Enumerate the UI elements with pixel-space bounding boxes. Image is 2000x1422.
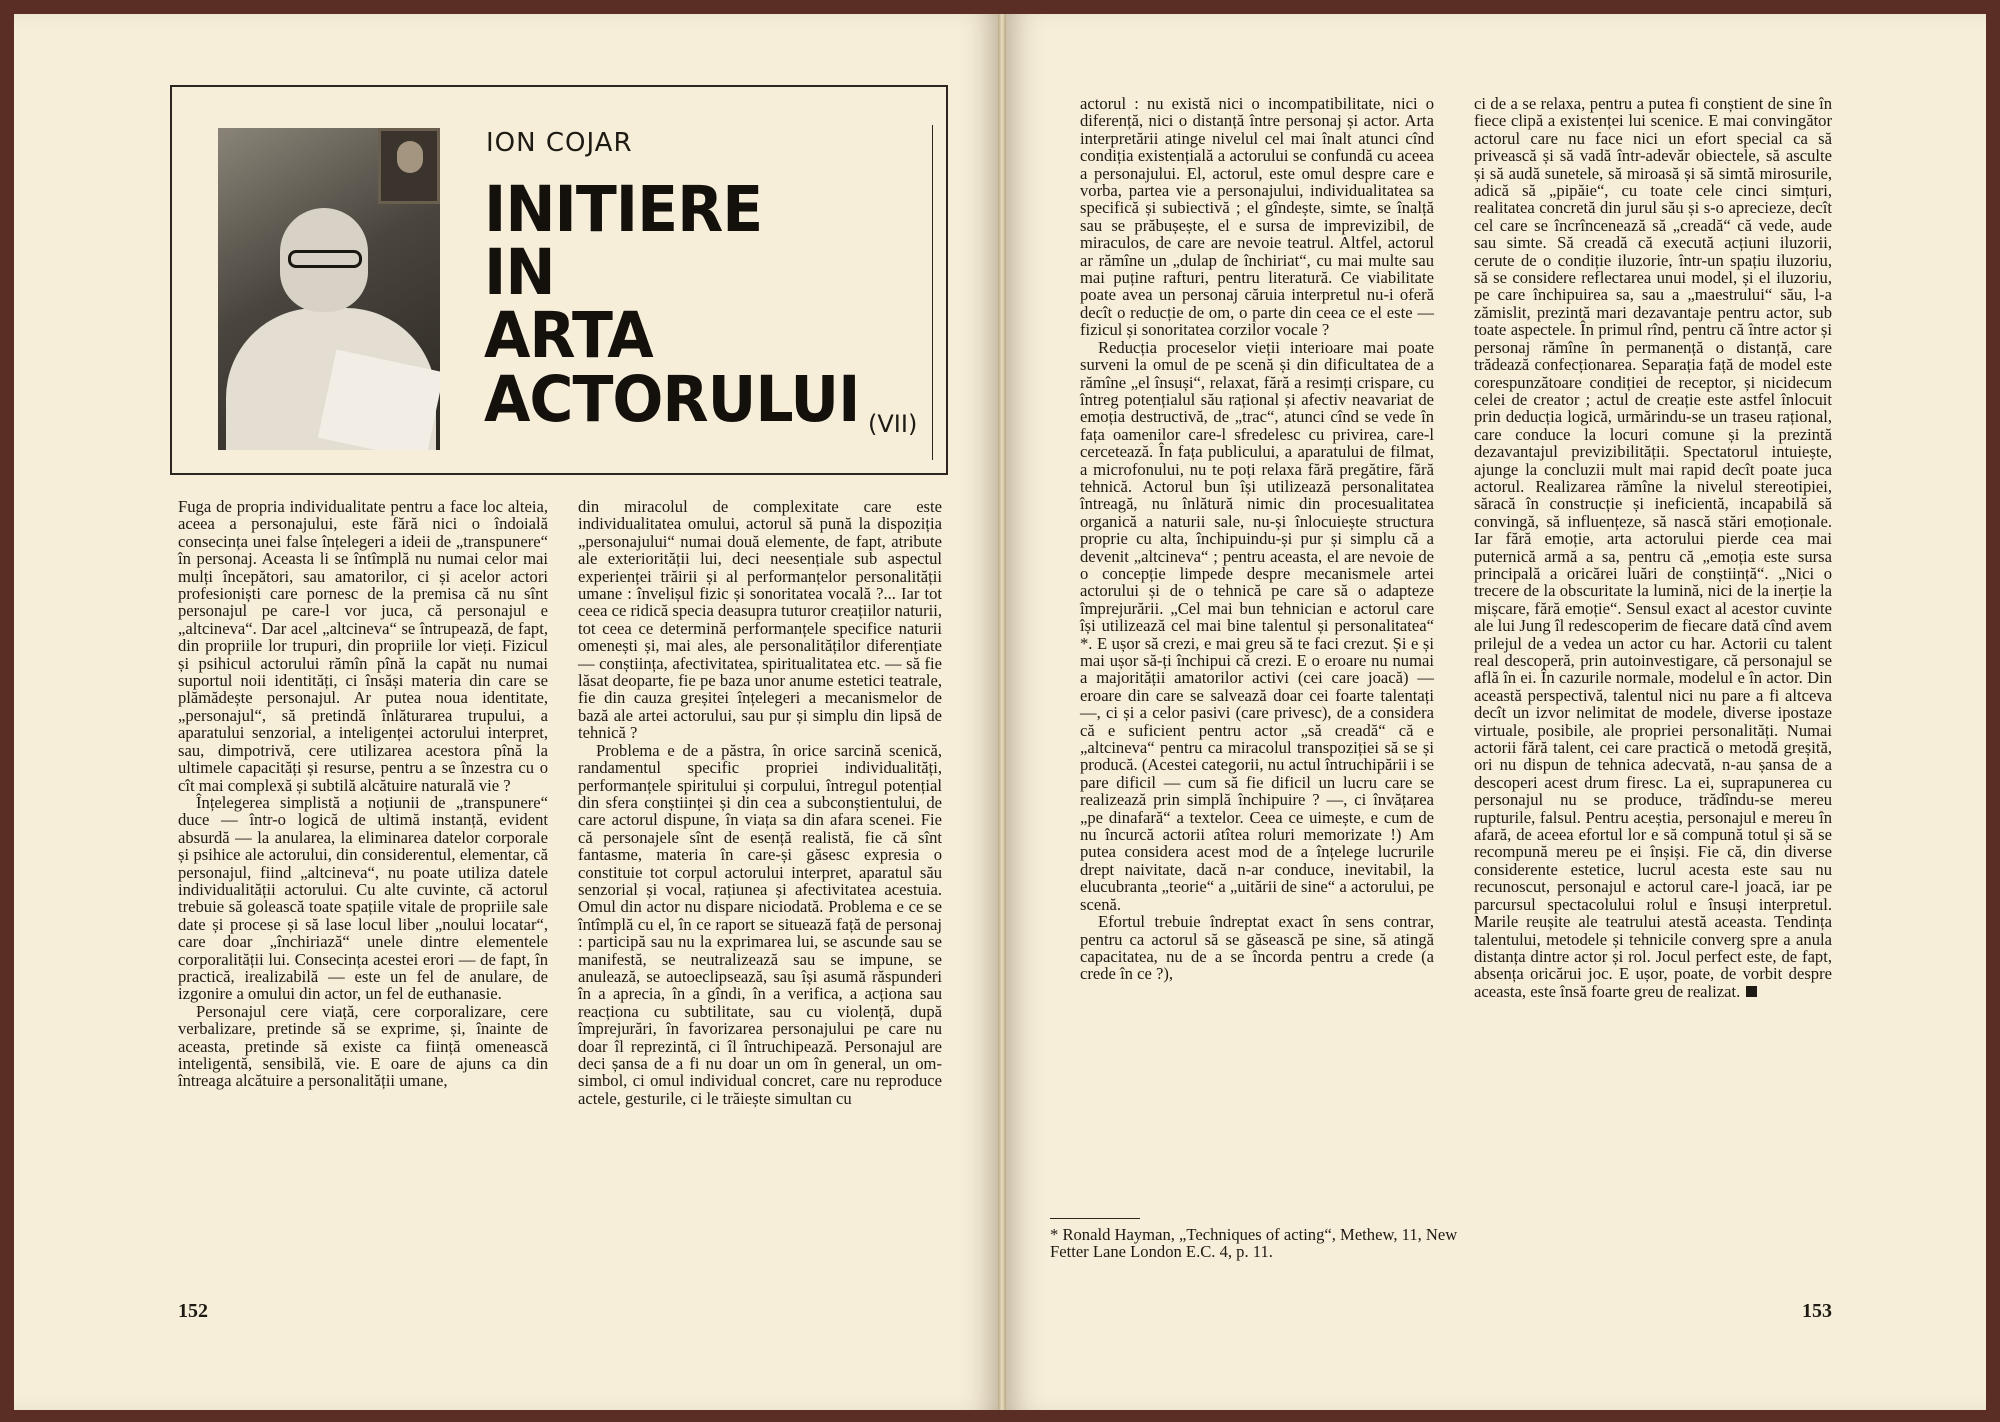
right-column-1: [1080, 95, 1434, 983]
article-title-line-1: INITIERE: [484, 173, 763, 247]
article-title-line-2: IN: [484, 236, 555, 310]
paragraph: Fuga de propria individualitate pentru a face loc alteia, aceea a personajului, este fără nici o îndoială consecința unei false înțelegeri a ideii de „transpunere“ în personaj. Aceasta li se întîmplă nu numai celor mai mulți începători, sau amatorilor, ci și acelor actori profesioniști care pornesc de la premisa că nu sînt personajul pe care-l vor juca, că personajul e „altcineva“. Dar acel „altcineva“ se întrupează, de fapt, din propriile lor trupuri, din propriile lor vieți. Fizicul și psihicul actorului rămîn pînă la capăt nu numai suportul noii identități, ci însăși materia din care se plămădește personajul. Ar putea noua identitate, „personajul“, să pretindă înlăturarea trupului, a aparatului senzorial, a inteligenței actorului interpret, sau, dimpotrivă, cere utilizarea acestora pînă la ultimele capacități și resurse, pentru a se înzestra cu o cît mai complexă și subtilă alcătuire naturală vie ?: [178, 497, 548, 795]
article-author: ION COJAR: [486, 128, 633, 158]
paragraph: Personajul cere viață, cere corporalizare, cere verbalizare, pretinde să se exprime, și, înainte de aceasta, pretinde să existe ca ființă omenească inteligentă, sensibilă, vie. E oare de ajuns ca din întreaga alcătuire a personalității umane,: [178, 1001, 548, 1091]
footnote-rule: [1050, 1218, 1140, 1219]
paragraph: Efortul trebuie îndreptat exact în sens contrar, pentru ca actorul să se găsească pe sine, să atingă capacitatea, nu de a se încorda pentru a crede (a crede în ce ?),: [1080, 912, 1434, 984]
page-number-right: 153: [1802, 1300, 1832, 1322]
article-title-line-3: ARTA: [484, 299, 653, 373]
header-divider: [932, 125, 933, 460]
wall-portrait-image: [378, 128, 440, 204]
article-part-number: (VII): [868, 410, 918, 438]
paragraph: Înțelegerea simplistă a noțiunii de „transpunere“ duce — într-o logică de ultimă instanță, evident absurdă — la anularea, la eliminarea datelor corporale și psihice ale actorului, din considerentul, elementar, că personajul, fiind „altcineva“, nu poate utiliza datele individualității actorului. Cu alte cuvinte, că actorul trebuie să golească toate spațiile vitale de propriile sale date și procese și să lase locul liber „noului locatar“, care doar „închiriază“ unele dintre elementele corporalității lui. Consecința acestei erori — de fapt, în practică, irealizabilă — este un fel de anulare, de izgonire a omului din actor, un fel de euthanasie.: [178, 792, 548, 1004]
page-number-left: 152: [178, 1300, 208, 1322]
book-gutter: [998, 14, 1006, 1410]
paragraph: Problema e de a păstra, în orice sarcină scenică, randamentul specific propriei individualități, performanțele spiritului și corpului, întregul potențial din sfera conștiinței și din cea a subconștientului, de care actorul dispune, în viața sa din afara scenei. Fie că personajele sînt de esență realistă, fie că sînt fantasme, materia în care-și găsesc expresia o constituie tot corpul actorului interpret, aparatul său senzorial și vocal, rațiunea și afectivitatea acestuia. Omul din actor nu dispare niciodată. Problema e ce se întîmplă cu el, în ce raport se situează față de personaj : participă sau nu la exprimarea lui, se ascunde sau se manifestă, se neutralizează sau se impune, se anulează, se autoeclipsează, sau își asumă răspunderi în a aprecia, în a gîndi, în a verifica, a acționa sau reacționa cu subtilitate, sau cu violență, după împrejurări, în favorizarea personajului pe care nu doar îl reprezintă, ci îl întruchipează. Personajul are deci șansa de a fi nu doar un om în general, un om-simbol, ci omul individual concret, care nu reproduce actele, gesturile, ci le trăiește simultan cu: [578, 740, 942, 1108]
paragraph: actorul : nu există nici o incompatibilitate, nici o diferență, nici o distanță între personaj și actor. Arta interpretării atinge nivelul cel mai înalt atunci cînd condiția existențială a actorului se confundă cu aceea a personajului. El, actorul, este omul despre care e vorba, partea vie a personajului, individualitatea sa specifică și subiectivă ; el gîndește, simte, se înalță sau se prăbușește, el e sursa de imprevizibil, de miraculos, de care are nevoie teatrul. Altfel, actorul ar rămîne un „dulap de închiriat“, cu mai multe sau mai puține rafturi, pentru literatură. Ce viabilitate poate avea un personaj căruia interpretul nu-i oferă decît o reducție de om, o parte din ceea ce el este — fizicul și sonoritatea corzilor vocale ?: [1080, 94, 1434, 340]
paragraph: ci de a se relaxa, pentru a putea fi conștient de sine în fiece clipă a existenței lui scenice. E mai convingător actorul care nu face nici un efort special ca să privească și să vadă într-adevăr obiectele, să asculte și să audă sunetele, să miroasă și să simtă mirosurile, adică să „pipăie“, cu toate cele cinci simțuri, realitatea concretă din jurul său și s-o aprecieze, decît cel care se încrîncenează să „creadă“ că vede, aude sau simte. Să creadă că execută acțiuni iluzorii, cerute de o condiție iluzorie, într-un spațiu iluzoriu, să se considere reflectarea unui model, și el iluzoriu, pe care închipuirea sa, sau a „maestrului“ său, l-a zămislit, prezintă mari dezavantaje pentru actor, sub toate aspectele. În primul rînd, pentru că între actor și personaj rămîne în permanență o distanță, care trădează confecționarea. Separația față de model este corespunzătoare condiției de receptor, și nicidecum celei de creator ; actul de creație este astfel înlocuit prin deducția logică, urmărindu-se un traseu rațional, care conduce la locuri comune și la prezintă dezavantajul previzibilității. Spectatorul intuiește, ajunge la concluzii mult mai rapid decît poate juca actorul. Realizarea rămîne la nivelul stereotipiei, săracă în construcție și ineficientă, incapabilă să convingă, să influențeze, să nască stări emoționale. Iar fără emoție, arta actorului pierde cea mai puternică armă a sa, pentru că „emoția este sursa principală a oricărei luări de conștiință“. „Nici o trecere de la obscuritate la lumină, nici de la inerție la mișcare, fără emoție“. Sensul exact al acestor cuvinte ale lui Jung îl redescoperim de fiecare dată cînd avem prilejul de a vedea un actor cu har. Actorii cu talent real descoperă, prin autoinvestigare, că personajul se află în ei. În cazurile normale, modelul e în actor. Din această perspectivă, talentul nici nu pare a fi altceva decît un izvor nelimitat de modele, diverse ipostaze virtuale, posibile, ale propriei personalități. Numai actorii fără talent, cei care practică o metodă greșită, ori nu dispun de tehnica adecvată, n-au șansa de a descoperi acest drum firesc. La ei, suprapunerea cu personajul nu se produce, trădîndu-se mereu rupturile, falsul. Pentru aceștia, personajul e mereu în afară, de aceea efortul lor e să compună totul și să se recompună mereu pe ei înșiși. Fie că, din diverse considerente estetice, lucrul acesta este sau nu recunoscut, personajul e actorul care-l joacă, iar pe parcursul spectacolului rolul e însuși interpretul. Marile reușite ale teatrului atestă aceasta. Tendința talentului, metodele și tehnicile converg spre a anula distanța dintre actor și rol. Jocul perfect este, de fapt, absența oricărui joc. E ușor, poate, de vorbit despre aceasta, este însă foarte greu de realizat.: [1474, 94, 1832, 1001]
author-photo: [218, 128, 440, 450]
left-column-2: [578, 498, 942, 1107]
article-title-line-4: ACTORULUI: [484, 363, 860, 437]
end-of-article-mark: [1746, 986, 1757, 997]
paragraph: Reducția proceselor vieții interioare mai poate surveni la omul de pe scenă și din dificultatea de a rămîne „el însuși“, relaxat, fără a resimți crispare, cu întreg potențialul său rațional și afectiv neavariat de emoția destructivă, de „trac“, atunci cînd se vede în fața oamenilor care-l sfredelesc cu privirea, care-l cercetează. În fața publicului, a aparatului de filmat, a microfonului, nu te poți relaxa fără pregătire, fără tehnică. Actorul bun își utilizează personalitatea întreagă, nu înlătură nimic din procesualitatea organică a naturii sale, nu-și înlocuiește structura proprie cu alta, închipuindu-și pur și simplu că a devenit „altcineva“ ; pentru aceasta, el are nevoie de o concepție limpede despre mecanismele artei actorului și de o tehnică pe care să o adapteze împrejurării. „Cel mai bun tehnician e actorul care își utilizează cel mai bine talentul și personalitatea“ *. E ușor să crezi, e mai greu să te faci crezut. Și e și mai ușor să-ți închipui că crezi. E o eroare nu numai a majorității amatorilor activi (cei care joacă) — eroare din care se salvează doar cei foarte talentați —, ci și a celor pasivi (care privesc), de a considera că e suficient pentru actor „să creadă“ că e „altcineva“ pentru ca miracolul transpoziției să se și producă. (Acestei categorii, nu actul întruchipării i se pare dificil — cum să fie dificil un lucru care se realizează prin simplă închipuire ? —, ci învățarea „pe dinafară“ a textelor. Ceea ce uimește, e cum de nu încurcă actorii atîtea roluri memorizate !) Am putea considera acest mod de a înțelege lucrurile drept naivitate, dacă n-ar conduce, inevitabil, la elucubranta „teorie“ a „uitării de sine“ a actorului, pe scenă.: [1080, 337, 1434, 914]
left-column-1: [178, 498, 548, 1090]
right-column-2: [1474, 95, 1832, 1000]
paragraph: din miracolul de complexitate care este individualitatea omului, actorul să pună la dispoziția „personajului“ numai două elemente, de fapt, atribute ale exteriorității lui, deci neesențiale sub aspectul experienței trăirii și al performanțelor personalității umane : învelișul fizic și sonoritatea vocală ?... Iar tot ceea ce ridică specia deasupra tuturor creațiilor naturii, tot ceea ce determină performanțele specifice naturii omenești și, mai ales, ale personalităților diferențiate — conștiința, afectivitatea, spiritualitatea etc. — să fie lăsat deoparte, fie pe baza unor anume estetici teatrale, fie din cauza greșitei înțelegeri a mecanismelor de bază ale artei actorului, sau pur și simplu din lipsă de tehnică ?: [578, 497, 942, 743]
footnote: * Ronald Hayman, „Techniques of acting“, Methew, 11, New Fetter Lane London E.C. 4, p. 11.: [1050, 1225, 1458, 1262]
